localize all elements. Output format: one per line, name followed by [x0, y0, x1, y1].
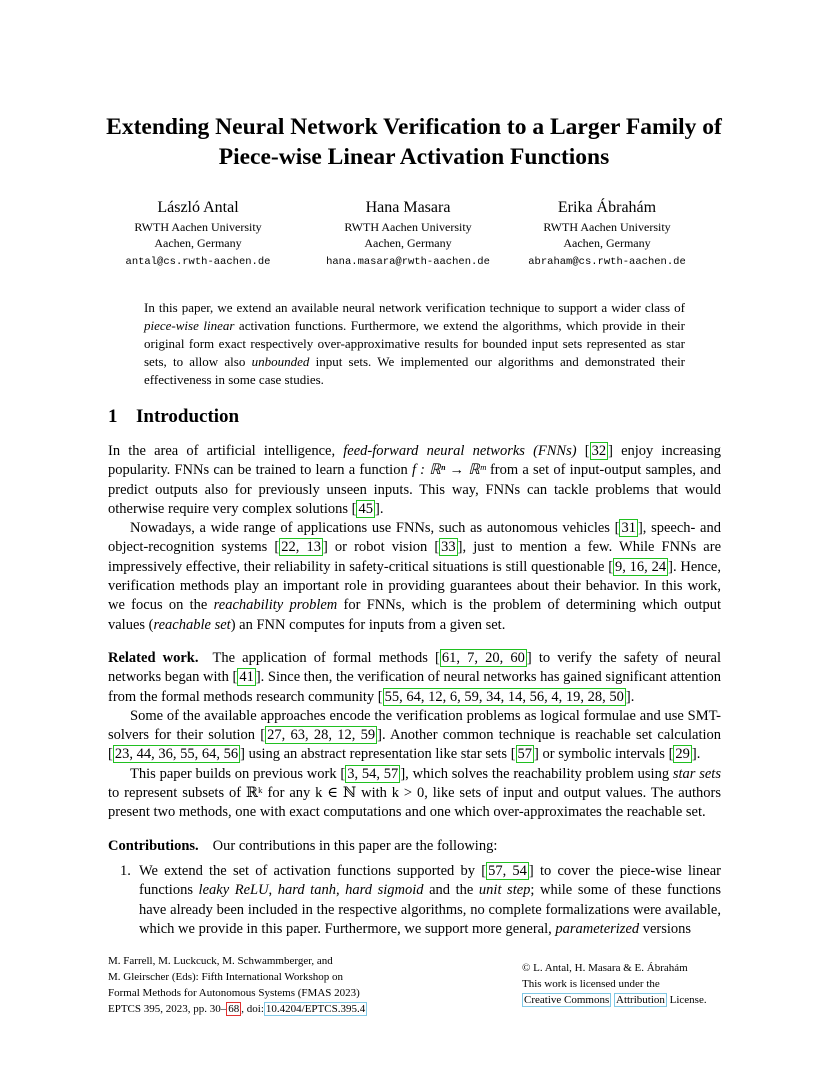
- license-line: This work is licensed under the: [522, 978, 660, 990]
- title-line-1: Extending Neural Network Verification to a Larger Family of: [106, 114, 722, 140]
- contributions-paragraph: [108, 837, 721, 856]
- citation-link[interactable]: 57: [517, 746, 533, 763]
- footer-line: [108, 1001, 408, 1017]
- emphasis: reachability problem: [213, 597, 338, 614]
- abstract-part: input sets. We implemented our algorithms and demonstrated their effectiveness in some case studies.: [144, 354, 686, 387]
- intro-paragraph-1: In the area of artificial intelligence, feed-forward neural networks (FNNs) [ 32 ] enjoy increasing popularity. FNNs can be trained to learn a function f : ℝⁿ → ℝᵐ from a set of input-output samples, and predict outputs also for previously unseen inputs. This way, FNNs can tackle problems that would otherwise require very complex solutions [ 45 ].: [108, 443, 722, 517]
- author-name: László Antal: [157, 199, 239, 216]
- text: for FNNs, which is the problem of determining which output values (: [108, 597, 722, 633]
- intro-paragraph-2: Nowadays, a wide range of applications use FNNs, such as autonomous vehicles [ 31 ], speech- and object-recognition systems [ 22, 13 ] or robot vision [ 33 ], just to mention a few. While FNNs are impressively effective, their reliability in safety-critical situations is still questionable [ 9, 16, 24 ]. Hence, verification methods play an important role in providing guarantees about their behavior. In this work, we focus on the reachability problem for FNNs, which is the problem of determining which output values (reachable set) an FNN computes for inputs from a given set.: [108, 520, 722, 633]
- text: .: [379, 500, 384, 517]
- emphasis: star sets: [672, 765, 721, 782]
- citation-link[interactable]: 57, 54: [488, 862, 527, 879]
- text: . Hence, verification methods play an important role in providing guarantees about their behavior. In this work, we focus on the: [108, 558, 721, 614]
- citation-link[interactable]: 33: [441, 539, 456, 556]
- title-line-2: Piece-wise Linear Activation Functions: [218, 144, 610, 170]
- run-in-heading: Related work.: [108, 649, 199, 666]
- text: , just to mention a few. While FNNs are impressively effective, their reliability in safety-critical situations is still questionable: [108, 539, 722, 575]
- text: , doi:: [241, 1003, 264, 1015]
- citation-link[interactable]: 31: [621, 520, 636, 537]
- text: The application of formal methods: [212, 649, 435, 666]
- text: . Since then, the verification of neural networks has gained significant attention from the formal methods research community: [108, 669, 722, 705]
- text: .: [630, 688, 635, 705]
- emphasis: reachable set: [153, 616, 231, 633]
- text: ) an FNN computes for inputs from a given set.: [230, 616, 506, 633]
- license-info: [522, 960, 732, 1008]
- author-location: Aachen, Germany: [364, 236, 452, 250]
- attribution-link[interactable]: Attribution: [616, 994, 665, 1006]
- emphasis: unit step: [478, 882, 531, 899]
- section-heading: [108, 406, 239, 428]
- run-in-heading: Contributions.: [108, 837, 199, 854]
- citation-link[interactable]: 61, 7, 20, 60: [441, 649, 525, 666]
- footer-line: M. Gleirscher (Eds): Fifth International Workshop on: [108, 971, 344, 983]
- license-line: [522, 992, 732, 1008]
- page-link[interactable]: 68: [228, 1003, 240, 1015]
- text: , speech- and object-recognition systems: [108, 520, 721, 556]
- abstract-text: [144, 299, 685, 389]
- copyright-line: © L. Antal, H. Masara & E. Ábrahám: [522, 962, 688, 974]
- text: or robot vision: [327, 539, 435, 556]
- text: ; while some of these functions have already been included in the respective algorithms, no complete formalizations were available, which we provide in this paper. Furthermore, we support more general,: [139, 882, 721, 937]
- text: Nowadays, a wide range of applications use FNNs, such as autonomous vehicles: [130, 520, 615, 537]
- author-block-3: [487, 198, 727, 268]
- text: ,: [268, 882, 278, 899]
- creative-commons-link[interactable]: Creative Commons: [524, 994, 610, 1006]
- author-location: Aachen, Germany: [154, 236, 242, 250]
- text: , which solves the reachability problem using: [405, 765, 673, 782]
- author-name: Hana Masara: [365, 199, 451, 216]
- author-name: Erika Ábrahám: [557, 199, 657, 216]
- author-affiliation: RWTH Aachen University: [134, 220, 262, 234]
- footer-line: Formal Methods for Autonomous Systems (FMAS 2023): [108, 987, 360, 999]
- math-formula: f : ℝⁿ → ℝᵐ: [411, 462, 486, 479]
- abstract: [144, 299, 685, 389]
- citation-link[interactable]: 9, 16, 24: [615, 558, 667, 575]
- publication-info: [108, 953, 408, 1017]
- text: to represent subsets of ℝᵏ for any k ∈ ℕ with k > 0, like sets of input and output values. The authors present two methods, one with exact computations and one which over-approximates the reachable set.: [108, 785, 721, 821]
- emphasis: hard tanh: [277, 882, 336, 899]
- text: to cover the piece-wise linear functions: [139, 862, 721, 899]
- text: EPTCS 395, 2023, pp. 30–: [108, 1003, 227, 1015]
- citation-link[interactable]: 29: [675, 746, 690, 763]
- related-work-paragraph-2: Some of the available approaches encode the verification problems as logical formulae and use SMT-solvers for their solution [ 27, 63, 28, 12, 59 ]. Another common technique is reachable set calculation [ 23, 44, 36, 55, 64, 56 ] using an abstract representation like star sets [ 57 ] or symbolic intervals [ 29 ].: [108, 707, 722, 763]
- contributions-list: [108, 862, 721, 939]
- abstract-emphasis: unbounded: [251, 354, 310, 369]
- text: to verify the safety of neural networks began with: [108, 649, 721, 686]
- author-affiliation: RWTH Aachen University: [344, 220, 472, 234]
- body-text: [108, 442, 721, 939]
- text: [577, 443, 585, 459]
- doi-link[interactable]: 10.4204/EPTCS.395.4: [265, 1003, 366, 1015]
- author-location: Aachen, Germany: [563, 236, 651, 250]
- text: We extend the set of activation functions supported by: [139, 862, 482, 879]
- footer-line: M. Farrell, M. Luckcuck, M. Schwammberger, and: [108, 955, 333, 967]
- text: versions: [642, 920, 692, 937]
- emphasis: parameterized: [555, 920, 640, 937]
- emphasis: hard sigmoid: [345, 882, 424, 899]
- text: License.: [666, 994, 707, 1006]
- text: using an abstract representation like star sets: [244, 746, 511, 763]
- citation-link[interactable]: 23, 44, 36, 55, 64, 56: [114, 746, 239, 763]
- text: and the: [423, 882, 479, 899]
- spacer: [108, 635, 721, 649]
- section-number: 1: [108, 406, 118, 427]
- abstract-emphasis: piece-wise linear: [144, 318, 235, 333]
- emphasis: feed-forward neural networks (FNNs): [343, 443, 577, 459]
- citation-link[interactable]: 55, 64, 12, 6, 59, 34, 14, 56, 4, 19, 28, 50: [384, 688, 624, 705]
- related-work-paragraph-3: This paper builds on previous work [ 3, 54, 57 ], which solves the reachability problem using star sets to represent subsets of ℝᵏ for any k ∈ ℕ with k > 0, like sets of input and output values. The authors present two methods, one with exact computations and one which over-approximates the reachable set.: [108, 765, 721, 821]
- text: ,: [335, 882, 346, 899]
- spacer: [108, 823, 721, 837]
- related-work-paragraph-1: Related work. The application of formal methods [ 61, 7, 20, 60 ] to verify the safety of neural networks began with [ 41 ]. Since then, the verification of neural networks has gained significant attention from the formal methods research community [ 55, 64, 12, 6, 59, 34, 14, 56, 4, 19, 28, 50 ].: [108, 649, 722, 705]
- citation-link[interactable]: 27, 63, 28, 12, 59: [267, 727, 376, 744]
- abstract-part: In this paper, we extend an available neural network verification technique to support a wider class of: [144, 300, 685, 315]
- text: enjoy increasing popularity. FNNs can be trained to learn a function: [108, 443, 722, 479]
- author-block-1: [78, 198, 318, 268]
- citation-link[interactable]: 32: [591, 443, 607, 459]
- paper-title: [60, 112, 768, 172]
- list-item: 1. We extend the set of activation functions supported by [ 57, 54 ] to cover the piece-wise linear functions leaky ReLU, hard tanh, hard sigmoid and the unit step; while some of these functions have already been included in the respective algorithms, no complete formalizations were available, which we provide in this paper. Furthermore, we support more general, parameterized versions: [120, 862, 721, 937]
- text: from a set of input-output samples, and predict outputs also for previously unseen inputs. This way, FNNs can tackle problems that would otherwise require very complex solutions: [108, 462, 721, 517]
- citation-link[interactable]: 45: [358, 500, 373, 517]
- author-email[interactable]: abraham@cs.rwth-aachen.de: [528, 256, 686, 268]
- emphasis: leaky ReLU: [198, 882, 269, 899]
- text: or symbolic intervals: [538, 746, 669, 763]
- section-title: Introduction: [136, 406, 240, 427]
- list-marker: 1.: [120, 862, 131, 879]
- abstract-part: activation functions. Furthermore, we extend the algorithms, which provide in their original form exact respectively over-approximative results for bounded input sets represented as star sets, to allow also: [144, 318, 685, 369]
- author-email[interactable]: hana.masara@rwth-aachen.de: [326, 256, 490, 268]
- text: In the area of artificial intelligence,: [108, 443, 344, 459]
- text: This paper builds on previous work: [130, 765, 341, 782]
- text: . Another common technique is reachable set calculation: [381, 727, 722, 744]
- text: .: [696, 746, 701, 763]
- text: Our contributions in this paper are the following:: [212, 837, 498, 854]
- text: Some of the available approaches encode the verification problems as logical formulae and use SMT-solvers for their solution: [108, 707, 721, 744]
- author-email[interactable]: antal@cs.rwth-aachen.de: [125, 256, 271, 268]
- citation-link[interactable]: 41: [239, 669, 254, 686]
- citation-link[interactable]: 3, 54, 57: [347, 765, 399, 782]
- author-affiliation: RWTH Aachen University: [543, 220, 671, 234]
- citation-link[interactable]: 22, 13: [281, 539, 321, 556]
